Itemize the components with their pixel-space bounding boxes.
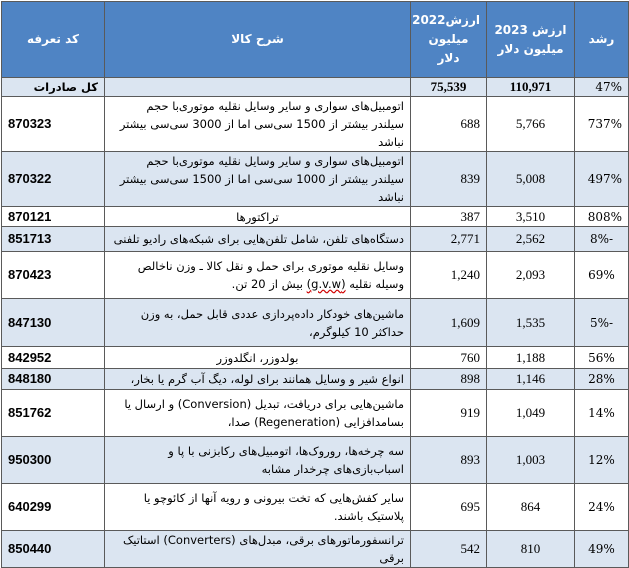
row-description: سه چرخه‌ها، روروک‌ها، اتومبیل‌های رکابزنی با پا و اسباب‌بازی‌های چرخدار مشابه (105, 437, 411, 484)
total-row (2, 78, 629, 97)
total-value-2023: 110,971 (487, 78, 575, 97)
table-row (2, 207, 629, 227)
row-growth: 24% (575, 484, 629, 531)
total-label: کل صادرات (2, 78, 105, 97)
row-tariff-code: 870423 (2, 252, 105, 299)
row-growth: 14% (575, 390, 629, 437)
row-growth: 497% (575, 152, 629, 207)
total-growth: 47% (575, 78, 629, 97)
row-growth: 49% (575, 531, 629, 568)
row-value-2023: 810 (487, 531, 575, 568)
table-row (2, 531, 629, 568)
table-row (2, 252, 629, 299)
row-description (105, 252, 411, 299)
row-description: ماشین‌های خودکار داده‌پردازی عددی قابل حمل، به وزن حداکثر 10 کیلوگرم، (105, 299, 411, 347)
row-tariff-code: 870121 (2, 207, 105, 227)
row-description: سایر کفش‌هایی که تخت بیرونی و رویه آنها از کائوچو یا پلاستیک باشند. (105, 484, 411, 531)
table-row (2, 390, 629, 437)
row-value-2023: 2,562 (487, 227, 575, 252)
row-description: انواع شیر و وسایل همانند برای لوله، دیگ آب گرم یا بخار، (105, 369, 411, 390)
row-tariff-code: 950300 (2, 437, 105, 484)
row-growth: -5% (575, 299, 629, 347)
row-value-2022: 542 (411, 531, 487, 568)
export-tariff-table (1, 1, 629, 568)
row-growth: 737% (575, 97, 629, 152)
row-description-main: وسایل نقلیه موتوری برای حمل و نقل کالا ـ وزن ناخالص وسیله نقلیه (137, 259, 404, 291)
row-tariff-code: 870322 (2, 152, 105, 207)
total-description (105, 78, 411, 97)
row-value-2023: 1,535 (487, 299, 575, 347)
row-description: ماشین‌هایی برای دریافت، تبدیل (Conversion) و ارسال یا بسامدافزایی (Regeneration) صدا، (105, 390, 411, 437)
row-description-gvw: (g.v.w) (306, 277, 346, 291)
row-value-2022: 893 (411, 437, 487, 484)
header-value-2022: ارزش2022 میلیون دلار (411, 2, 487, 78)
row-tariff-code: 848180 (2, 369, 105, 390)
header-description: شرح کالا (105, 2, 411, 78)
row-growth: 28% (575, 369, 629, 390)
row-value-2022: 1,609 (411, 299, 487, 347)
table-row (2, 437, 629, 484)
row-value-2022: 695 (411, 484, 487, 531)
row-value-2022: 898 (411, 369, 487, 390)
row-value-2023: 3,510 (487, 207, 575, 227)
table-row (2, 347, 629, 369)
row-description: اتومبیل‌های سواری و سایر وسایل نقلیه موتوری‌با حجم سیلندر بیشتر از 1500 سی‌سی اما از 3000 سی‌سی بیشتر نباشد (105, 97, 411, 152)
row-tariff-code: 850440 (2, 531, 105, 568)
row-value-2023: 1,003 (487, 437, 575, 484)
row-value-2023: 5,766 (487, 97, 575, 152)
row-value-2022: 2,771 (411, 227, 487, 252)
row-value-2022: 919 (411, 390, 487, 437)
row-value-2023: 1,188 (487, 347, 575, 369)
row-description-tail: بیش از 20 تن. (231, 277, 303, 291)
row-value-2022: 839 (411, 152, 487, 207)
row-value-2023: 1,049 (487, 390, 575, 437)
row-value-2022: 1,240 (411, 252, 487, 299)
row-growth: 808% (575, 207, 629, 227)
row-tariff-code: 847130 (2, 299, 105, 347)
row-tariff-code: 640299 (2, 484, 105, 531)
row-tariff-code: 842952 (2, 347, 105, 369)
row-tariff-code: 870323 (2, 97, 105, 152)
row-value-2023: 5,008 (487, 152, 575, 207)
row-growth: 69% (575, 252, 629, 299)
row-growth: 56% (575, 347, 629, 369)
row-tariff-code: 851713 (2, 227, 105, 252)
row-description: تراکتورها (105, 207, 411, 227)
row-value-2023: 864 (487, 484, 575, 531)
row-value-2023: 2,093 (487, 252, 575, 299)
table-row (2, 152, 629, 207)
header-row (2, 2, 629, 78)
header-growth: رشد (575, 2, 629, 78)
row-value-2023: 1,146 (487, 369, 575, 390)
header-tariff-code: کد تعرفه (2, 2, 105, 78)
row-description: ترانسفورماتورهای برقی، مبدل‌های (Converters) استاتیک برقی (105, 531, 411, 568)
row-description: اتومبیل‌های سواری و سایر وسایل نقلیه موتوری‌با حجم سیلندر بیشتر از 1000 سی‌سی اما از 1500 سی‌سی بیشتر نباشد (105, 152, 411, 207)
header-value-2023: ارزش 2023 میلیون دلار (487, 2, 575, 78)
row-description: دستگاه‌های تلفن، شامل تلفن‌هایی برای شبکه‌های رادیو تلفنی (105, 227, 411, 252)
row-value-2022: 688 (411, 97, 487, 152)
table-row (2, 299, 629, 347)
total-value-2022: 75,539 (411, 78, 487, 97)
row-description: بولدوزر، انگلدوزر (105, 347, 411, 369)
row-tariff-code: 851762 (2, 390, 105, 437)
table-row (2, 97, 629, 152)
row-value-2022: 387 (411, 207, 487, 227)
row-growth: -8% (575, 227, 629, 252)
row-growth: 12% (575, 437, 629, 484)
table-row (2, 369, 629, 390)
table-row (2, 484, 629, 531)
table-row (2, 227, 629, 252)
row-value-2022: 760 (411, 347, 487, 369)
